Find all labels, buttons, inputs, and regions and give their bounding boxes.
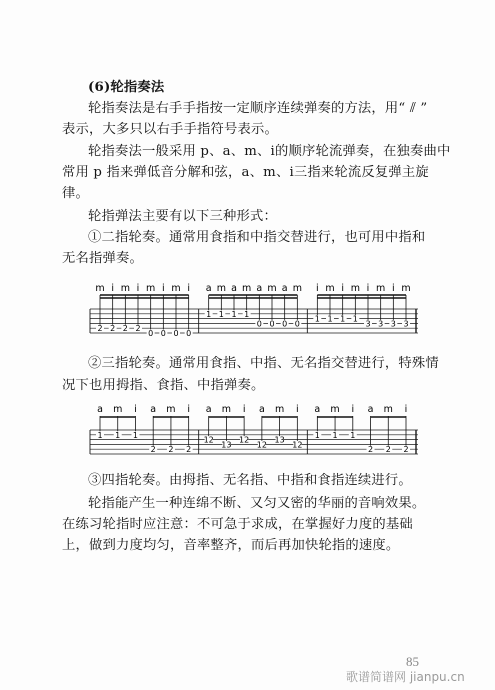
- fret-number: 2: [168, 445, 174, 455]
- fret-number: 2: [97, 324, 103, 334]
- finger-label: i: [366, 283, 370, 294]
- finger-label: m: [95, 283, 105, 294]
- watermark-text: 歌谱简谱网 jianpu.cn: [346, 670, 465, 684]
- fret-number: 1: [206, 309, 212, 319]
- fret-number: 2: [110, 324, 116, 334]
- fret-number: 1: [350, 430, 356, 440]
- paragraph-line: 况下也用拇指、食指、中指弹奏。: [62, 378, 265, 393]
- paragraph-line: 轮指弹法主要有以下三种形式：: [88, 209, 277, 224]
- finger-label: m: [166, 404, 176, 415]
- fret-number: 1: [314, 430, 320, 440]
- finger-label: m: [325, 283, 335, 294]
- fret-number: 1: [218, 309, 224, 319]
- finger-label: i: [392, 283, 395, 294]
- finger-label: i: [296, 404, 299, 415]
- finger-label: a: [205, 404, 212, 415]
- finger-label: m: [383, 404, 393, 415]
- finger-label: m: [267, 283, 277, 294]
- tablature-example-2: [88, 404, 423, 462]
- finger-label: m: [274, 404, 285, 415]
- finger-label: m: [120, 283, 130, 294]
- finger-label: a: [367, 404, 374, 415]
- fret-number: 0: [160, 329, 166, 338]
- fret-number: 12: [256, 440, 267, 450]
- fret-number: 0: [294, 319, 300, 329]
- finger-label: i: [242, 404, 246, 415]
- finger-label: i: [187, 404, 190, 415]
- fret-number: 1: [244, 309, 250, 319]
- fret-number: 2: [367, 445, 374, 455]
- fret-number: 0: [282, 319, 288, 329]
- finger-label: m: [171, 283, 181, 294]
- finger-label: m: [113, 404, 123, 415]
- finger-label: i: [162, 283, 165, 294]
- fret-number: 1: [352, 314, 358, 324]
- fret-number: 2: [135, 324, 141, 334]
- finger-label: m: [221, 404, 232, 415]
- paragraph-line: 在练习轮指时应注意：不可急于求成，在掌握好力度的基础: [62, 517, 413, 532]
- fret-number: 1: [132, 430, 139, 440]
- finger-label: i: [404, 404, 408, 415]
- fret-number: 1: [231, 309, 237, 319]
- finger-label: m: [292, 283, 302, 294]
- fret-number: 3: [390, 319, 396, 329]
- fret-number: 2: [385, 445, 391, 455]
- finger-label: a: [314, 404, 321, 415]
- fret-number: 1: [327, 314, 333, 324]
- fret-number: 2: [122, 324, 128, 334]
- paragraph-line: 表示，大多只以右手手指符号表示。: [62, 122, 278, 137]
- finger-label: m: [350, 283, 360, 294]
- paragraph-line: 轮指奏法是右手手指按一定顺序连续弹奏的方法，用“ ⫽ ”: [88, 101, 428, 116]
- fret-number: 2: [150, 445, 156, 455]
- fret-number: 12: [239, 435, 250, 445]
- fret-number: 3: [365, 319, 371, 329]
- finger-label: i: [136, 283, 140, 294]
- fret-number: 12: [203, 435, 214, 445]
- paragraph-line: 无名指弹奏。: [62, 251, 143, 266]
- finger-label: i: [351, 404, 355, 415]
- fret-number: 1: [332, 430, 338, 440]
- fret-number: 1: [314, 314, 320, 324]
- finger-label: m: [376, 283, 386, 294]
- fret-number: 2: [186, 445, 192, 455]
- section-title: (6)轮指奏法: [88, 80, 165, 95]
- fret-number: 0: [173, 329, 179, 338]
- finger-label: a: [256, 283, 263, 294]
- fret-number: 3: [403, 319, 409, 329]
- paragraph-line: 轮指奏法一般采用 p、a、m、i的顺序轮流弹奏，在独奏曲中: [88, 144, 451, 159]
- fret-number: 0: [148, 329, 154, 338]
- fret-number: 0: [256, 319, 262, 329]
- fret-number: 12: [292, 440, 303, 450]
- finger-label: i: [134, 404, 137, 415]
- paragraph-line: ①二指轮奏。通常用食指和中指交替进行，也可用中指和: [88, 230, 426, 245]
- fret-number: 0: [269, 319, 275, 329]
- fret-number: 3: [378, 319, 384, 329]
- fret-number: 1: [340, 314, 346, 324]
- paragraph-line: ③四指轮奏。由拇指、无名指、中指和食指连续进行。: [88, 473, 412, 488]
- fret-number: 13: [221, 440, 232, 450]
- fret-number: 0: [186, 329, 192, 338]
- finger-label: a: [205, 283, 212, 294]
- fret-number: 2: [403, 445, 409, 455]
- finger-label: i: [187, 283, 190, 294]
- finger-label: a: [97, 404, 103, 415]
- finger-label: i: [316, 283, 319, 294]
- finger-label: m: [216, 283, 226, 294]
- finger-label: m: [401, 283, 411, 294]
- finger-label: m: [330, 404, 340, 415]
- finger-label: i: [341, 283, 344, 294]
- finger-label: a: [150, 404, 157, 415]
- paragraph-line: 常用 p 指来弹低音分解和弦，a、m、i三指来轮流反复弹主旋: [62, 165, 429, 180]
- tablature-example-1: [88, 283, 423, 341]
- finger-label: a: [281, 283, 288, 294]
- fret-number: 1: [97, 430, 103, 440]
- paragraph-line: 律。: [62, 186, 89, 201]
- finger-label: m: [242, 283, 252, 294]
- paragraph-line: ②三指轮奏。通常用食指、中指、无名指交替进行，特殊情: [88, 356, 439, 371]
- fret-number: 1: [115, 430, 121, 440]
- finger-label: a: [231, 283, 237, 294]
- paragraph-line: 轮指能产生一种连绵不断、又匀又密的华丽的音响效果。: [88, 496, 426, 511]
- finger-label: a: [258, 404, 265, 415]
- finger-label: m: [146, 283, 156, 294]
- finger-label: i: [111, 283, 114, 294]
- paragraph-line: 上，做到力度均匀，音率整齐，而后再加快轮指的速度。: [62, 538, 400, 553]
- page-number: 85: [406, 654, 419, 669]
- fret-number: 13: [274, 435, 285, 445]
